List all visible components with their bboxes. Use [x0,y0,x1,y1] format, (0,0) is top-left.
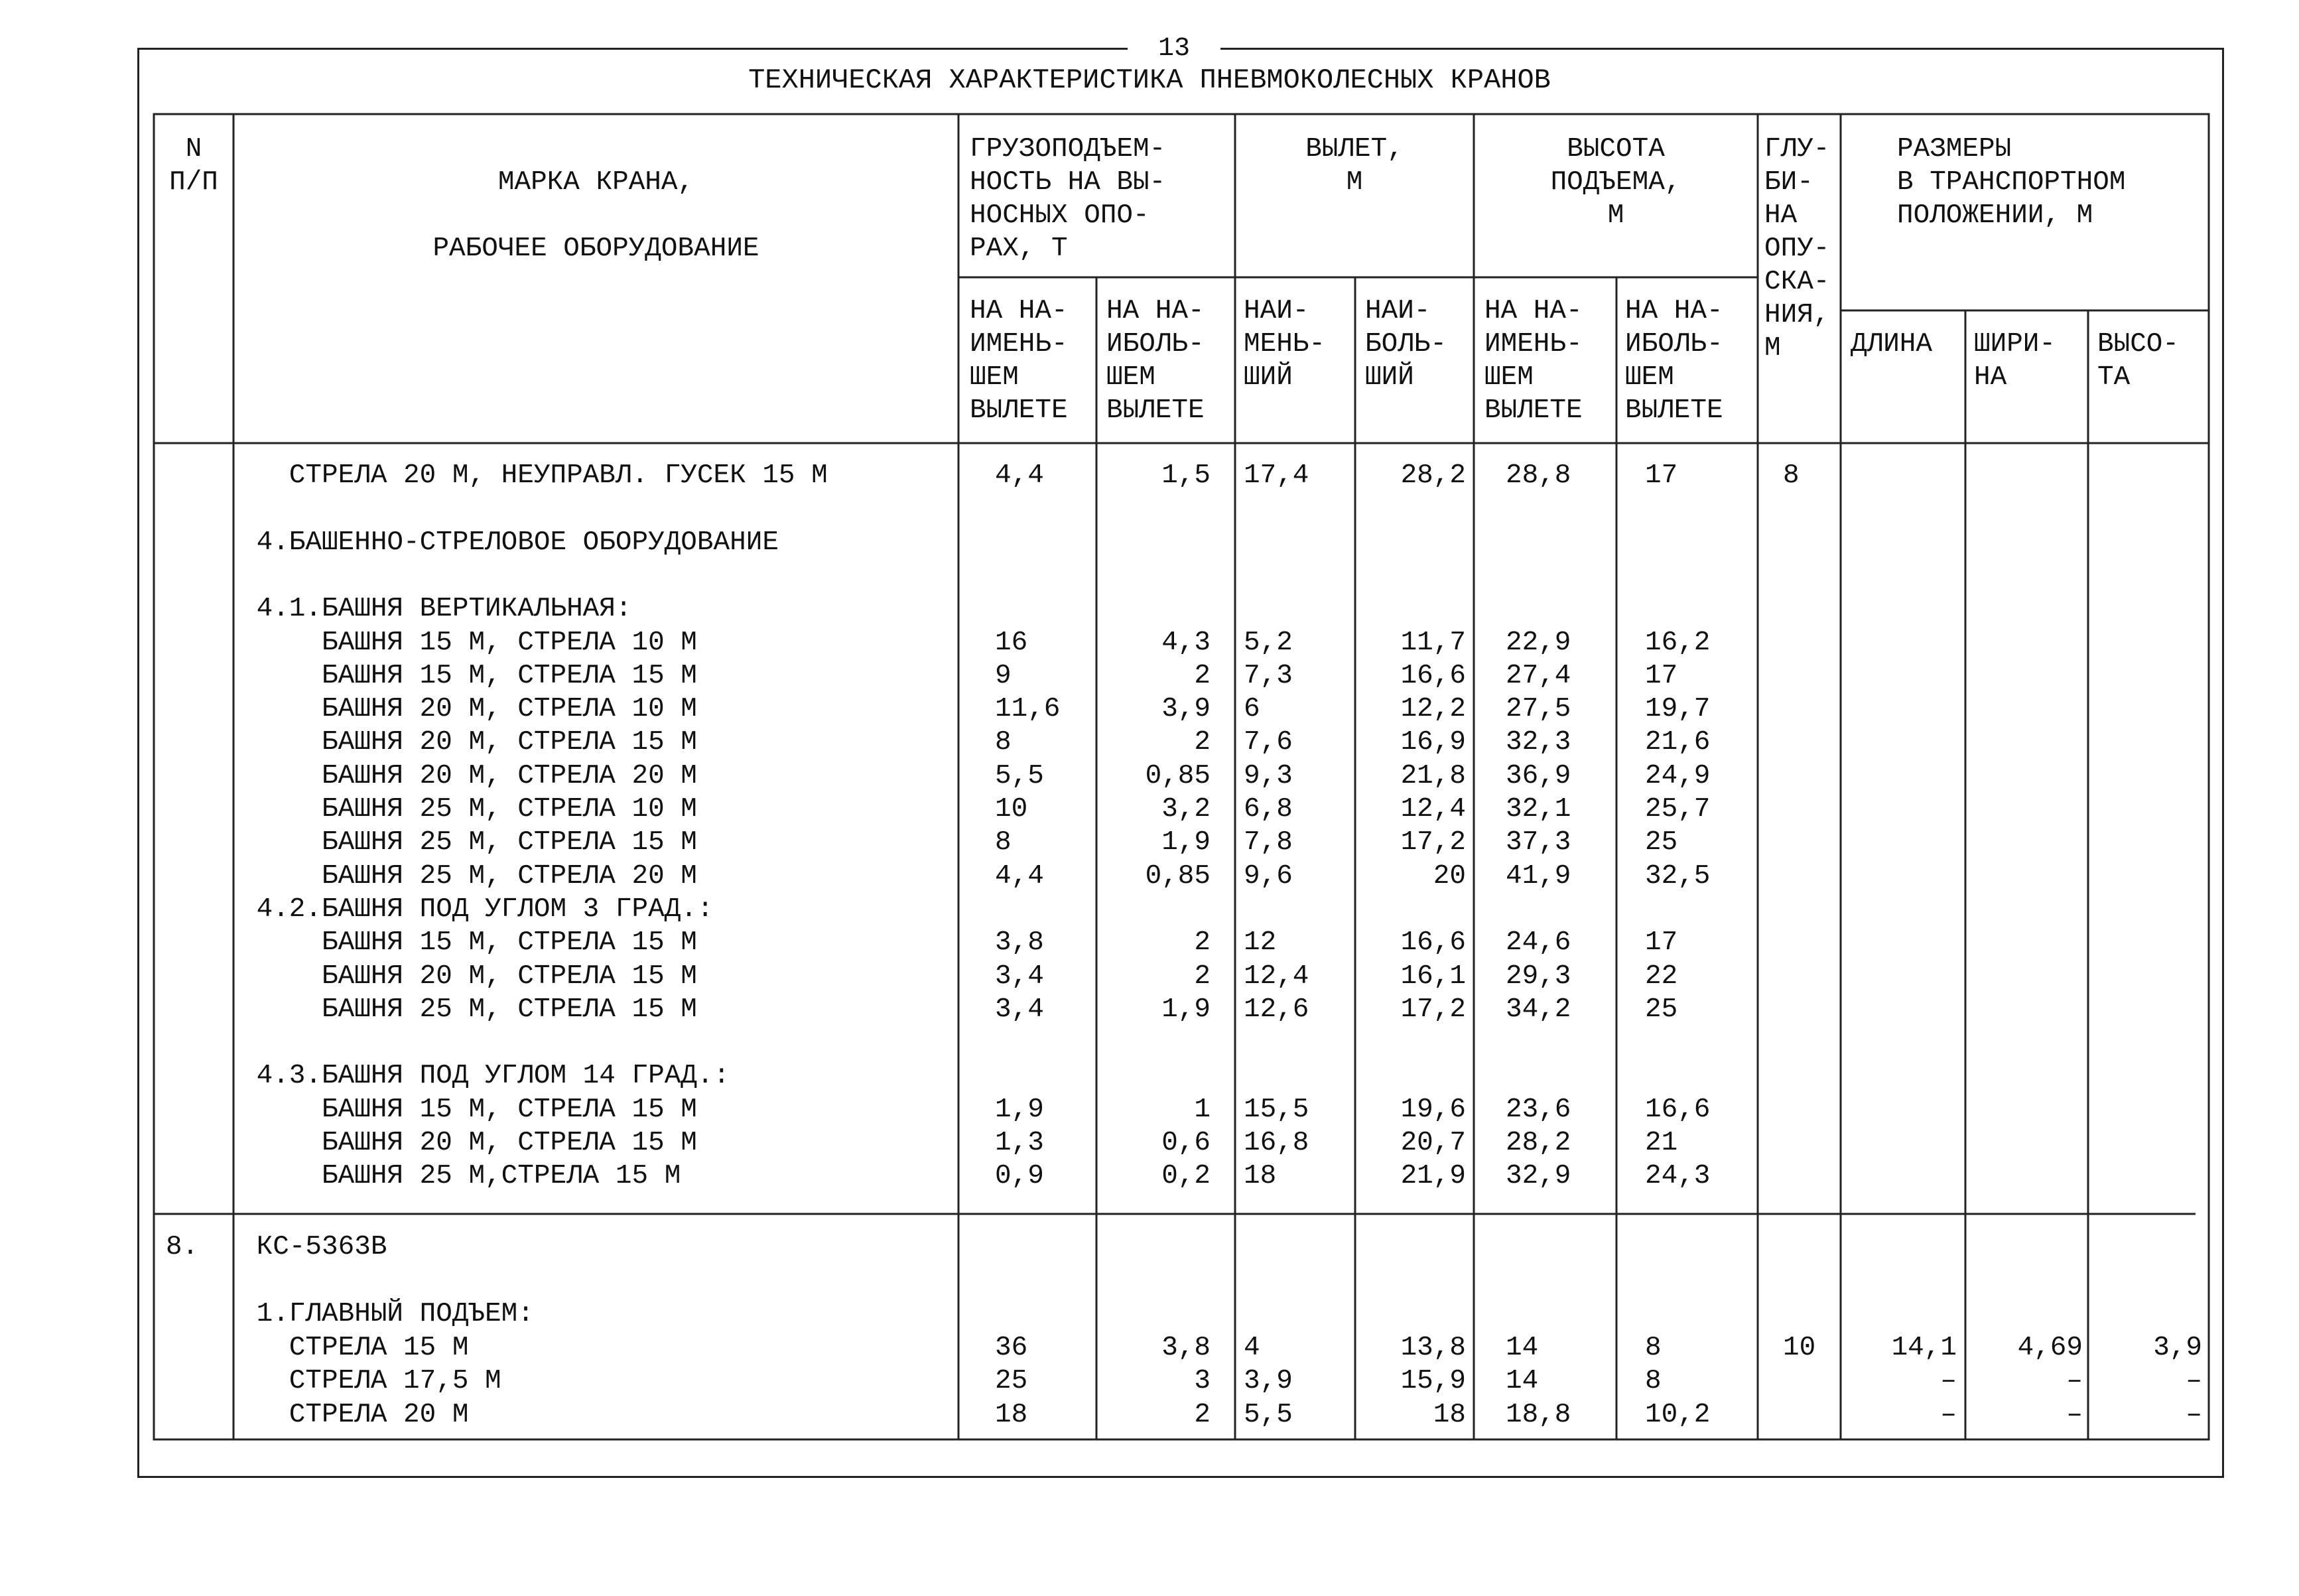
cell-r2: 17,2 [1400,827,1466,858]
cell-r2: 16,6 [1400,660,1466,691]
cell-len: – [1940,1366,1957,1396]
cell-h2: 17 [1645,660,1678,691]
cell-r2: 16,1 [1400,961,1466,992]
cell-c1: 25 [995,1366,1028,1396]
cell-c2: 1,5 [1161,460,1211,491]
header-cap-min: НА НА- ИМЕНЬ- ШЕМ ВЫЛЕТЕ [970,296,1068,426]
cell-h1: 32,9 [1506,1161,1571,1192]
row-label: СТРЕЛА 20 М [240,1399,469,1430]
cell-r2: 12,4 [1400,794,1466,825]
row-number: 8. [166,1232,199,1262]
cell-r2: 13,8 [1400,1332,1466,1363]
header-height: ВЫСОТА ПОДЪЕМА, М [1550,134,1681,231]
cell-r1: 6,8 [1244,794,1293,825]
header-heightT: ВЫСО- ТА [2097,329,2180,393]
row-label: БАШНЯ 15 М, СТРЕЛА 15 М [240,1094,697,1125]
cell-r1: 7,6 [1244,727,1293,758]
cell-len: 14,1 [1891,1332,1957,1363]
cell-c1: 18 [995,1399,1028,1430]
cell-h1: 37,3 [1506,827,1571,858]
cell-c2: 2 [1194,961,1211,992]
cell-c1: 8 [995,827,1012,858]
cell-r1: 12,6 [1244,994,1309,1025]
cell-r1: 6 [1244,694,1260,725]
cell-c2: 2 [1194,727,1211,758]
row-label: БАШНЯ 20 М, СТРЕЛА 20 М [240,760,697,791]
cell-h2: 16,6 [1645,1094,1711,1125]
cell-h2: 25,7 [1645,794,1711,825]
cell-c1: 16 [995,627,1028,658]
cell-h1: 32,3 [1506,727,1571,758]
cell-c2: 0,2 [1161,1161,1211,1192]
header-capacity: ГРУЗОПОДЪЕМ- НОСТЬ НА ВЫ- НОСНЫХ ОПО- РАХ, Т [970,134,1166,264]
cell-h1: 14 [1506,1332,1539,1363]
cell-h2: 19,7 [1645,694,1711,725]
cell-c2: 3,9 [1161,694,1211,725]
header-mark: МАРКА КРАНА, РАБОЧЕЕ ОБОРУДОВАНИЕ [432,167,759,264]
row-label: БАШНЯ 20 М, СТРЕЛА 15 М [240,727,697,758]
header-width: ШИРИ- НА [1974,329,2056,393]
cell-r1: 7,3 [1244,660,1293,691]
cell-r1: 15,5 [1244,1094,1309,1125]
row-label: БАШНЯ 20 М, СТРЕЛА 15 М [240,961,697,992]
row-label: БАШНЯ 25 М, СТРЕЛА 10 М [240,794,697,825]
cell-len: – [1940,1399,1957,1430]
cell-c2: 2 [1194,927,1211,959]
cell-c1: 36 [995,1332,1028,1363]
cell-h1: 28,8 [1506,460,1571,491]
header-h-max: НА НА- ИБОЛЬ- ШЕМ ВЫЛЕТЕ [1625,296,1723,426]
row-label: БАШНЯ 25 М, СТРЕЛА 15 М [240,994,697,1025]
row-label: БАШНЯ 25 М,СТРЕЛА 15 М [240,1161,681,1192]
cell-wid: – [2066,1399,2083,1430]
cell-wid: 4,69 [2017,1332,2083,1363]
cell-r2: 16,9 [1400,727,1466,758]
cell-c1: 3,8 [995,927,1044,959]
cell-hgt: – [2186,1366,2202,1396]
cell-c2: 3,2 [1161,794,1211,825]
cell-c2: 3 [1194,1366,1211,1396]
cell-h1: 22,9 [1506,627,1571,658]
cell-c1: 4,4 [995,460,1044,491]
row-label: БАШНЯ 20 М, СТРЕЛА 15 М [240,1128,697,1158]
cell-r2: 20 [1433,860,1466,892]
cell-r1: 5,2 [1244,627,1293,658]
row-label: 1.ГЛАВНЫЙ ПОДЪЕМ: [240,1299,534,1329]
cell-h1: 23,6 [1506,1094,1571,1125]
cell-h2: 24,9 [1645,760,1711,791]
cell-h1: 41,9 [1506,860,1571,892]
cell-h1: 28,2 [1506,1128,1571,1158]
row-label: БАШНЯ 15 М, СТРЕЛА 15 М [240,660,697,691]
page-number: 13 [1128,36,1220,62]
cell-d: 10 [1783,1332,1816,1363]
cell-c2: 1,9 [1161,994,1211,1025]
cell-c1: 3,4 [995,994,1044,1025]
cell-h2: 17 [1645,927,1678,959]
cell-c2: 0,85 [1145,760,1211,791]
cell-r1: 16,8 [1244,1128,1309,1158]
header-h-min: НА НА- ИМЕНЬ- ШЕМ ВЫЛЕТЕ [1484,296,1583,426]
cell-r2: 21,9 [1400,1161,1466,1192]
cell-c1: 10 [995,794,1028,825]
cell-r1: 9,3 [1244,760,1293,791]
cell-c2: 1 [1194,1094,1211,1125]
cell-c1: 1,3 [995,1128,1044,1158]
cell-h2: 17 [1645,460,1678,491]
cell-h1: 24,6 [1506,927,1571,959]
row-label: БАШНЯ 15 М, СТРЕЛА 15 М [240,927,697,959]
cell-r1: 17,4 [1244,460,1309,491]
row-label: СТРЕЛА 20 М, НЕУПРАВЛ. ГУСЕК 15 М [240,460,828,491]
cell-h2: 21,6 [1645,727,1711,758]
cell-c2: 4,3 [1161,627,1211,658]
cell-d: 8 [1783,460,1800,491]
row-label: 4.3.БАШНЯ ПОД УГЛОМ 14 ГРАД.: [240,1061,730,1092]
cell-c1: 8 [995,727,1012,758]
cell-h1: 27,4 [1506,660,1571,691]
cell-r1: 5,5 [1244,1399,1293,1430]
cell-r1: 12,4 [1244,961,1309,992]
cell-wid: – [2066,1366,2083,1396]
row-label: БАШНЯ 25 М, СТРЕЛА 20 М [240,860,697,892]
cell-h1: 32,1 [1506,794,1571,825]
cell-r1: 7,8 [1244,827,1293,858]
row-label: БАШНЯ 25 М, СТРЕЛА 15 М [240,827,697,858]
cell-h1: 29,3 [1506,961,1571,992]
header-num: N П/П [169,134,218,198]
cell-c1: 0,9 [995,1161,1044,1192]
cell-c1: 9 [995,660,1012,691]
cell-c1: 11,6 [995,694,1061,725]
row-label: 4.2.БАШНЯ ПОД УГЛОМ 3 ГРАД.: [240,894,714,925]
header-reach: ВЫЛЕТ, М [1305,134,1404,198]
cell-r1: 18 [1244,1161,1277,1192]
cell-c2: 1,9 [1161,827,1211,858]
cell-r2: 20,7 [1400,1128,1466,1158]
cell-r2: 16,6 [1400,927,1466,959]
cell-h2: 10,2 [1645,1399,1711,1430]
cell-h1: 18,8 [1506,1399,1571,1430]
cell-h2: 24,3 [1645,1161,1711,1192]
cell-r1: 3,9 [1244,1366,1293,1396]
header-length: ДЛИНА [1851,329,1933,360]
cell-c1: 1,9 [995,1094,1044,1125]
row-label: БАШНЯ 20 М, СТРЕЛА 10 М [240,694,697,725]
cell-c2: 2 [1194,1399,1211,1430]
row-label: СТРЕЛА 17,5 М [240,1366,501,1396]
cell-h2: 25 [1645,994,1678,1025]
cell-h1: 34,2 [1506,994,1571,1025]
row-label: СТРЕЛА 15 М [240,1332,469,1363]
cell-r2: 28,2 [1400,460,1466,491]
cell-h2: 22 [1645,961,1678,992]
cell-r2: 19,6 [1400,1094,1466,1125]
cell-c1: 4,4 [995,860,1044,892]
cell-h1: 14 [1506,1366,1539,1396]
cell-h1: 27,5 [1506,694,1571,725]
document-title: ТЕХНИЧЕСКАЯ ХАРАКТЕРИСТИКА ПНЕВМОКОЛЕСНЫХ КРАНОВ [748,64,1551,96]
cell-r2: 15,9 [1400,1366,1466,1396]
cell-h2: 8 [1645,1332,1662,1363]
cell-c2: 0,85 [1145,860,1211,892]
header-depth: ГЛУ- БИ- НА ОПУ- СКА- НИЯ, М [1764,134,1830,364]
cell-r2: 11,7 [1400,627,1466,658]
cell-hgt: – [2186,1399,2202,1430]
cell-h2: 32,5 [1645,860,1711,892]
cell-r2: 21,8 [1400,760,1466,791]
cell-h2: 16,2 [1645,627,1711,658]
cell-hgt: 3,9 [2153,1332,2202,1363]
cell-r1: 12 [1244,927,1277,959]
cell-h2: 21 [1645,1128,1678,1158]
header-cap-max: НА НА- ИБОЛЬ- ШЕМ ВЫЛЕТЕ [1106,296,1205,426]
cell-c2: 2 [1194,660,1211,691]
row-label: КС-5363В [240,1232,387,1262]
cell-c1: 5,5 [995,760,1044,791]
cell-r2: 18 [1433,1399,1466,1430]
row-label: 4.БАШЕННО-СТРЕЛОВОЕ ОБОРУДОВАНИЕ [240,527,779,558]
cell-r1: 4 [1244,1332,1260,1363]
cell-c2: 3,8 [1161,1332,1211,1363]
header-reach-max: НАИ- БОЛЬ- ШИЙ [1365,296,1447,393]
cell-r2: 12,2 [1400,694,1466,725]
row-label: 4.1.БАШНЯ ВЕРТИКАЛЬНАЯ: [240,594,632,625]
cell-r2: 17,2 [1400,994,1466,1025]
cell-c2: 0,6 [1161,1128,1211,1158]
cell-r1: 9,6 [1244,860,1293,892]
header-dims: РАЗМЕРЫ В ТРАНСПОРТНОМ ПОЛОЖЕНИИ, М [1897,134,2126,231]
cell-c1: 3,4 [995,961,1044,992]
cell-h2: 25 [1645,827,1678,858]
header-reach-min: НАИ- МЕНЬ- ШИЙ [1244,296,1326,393]
row-label: БАШНЯ 15 М, СТРЕЛА 10 М [240,627,697,658]
cell-h2: 8 [1645,1366,1662,1396]
cell-h1: 36,9 [1506,760,1571,791]
